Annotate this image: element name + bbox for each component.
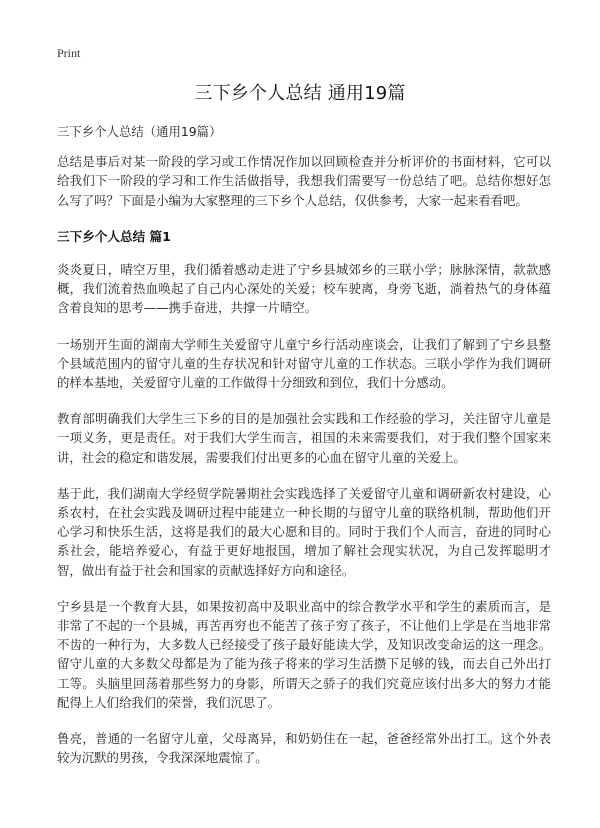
- body-paragraph: 基于此，我们湖南大学经贸学院暑期社会实践选择了关爱留守儿童和调研新农村建设，心系农村，在社会实践及调研过程中能建立一种长期的与留守儿童的联络机制，帮助他们开心学习和快乐生活，这将是我们的最大心愿和目的。同时于我们个人而言，奋进的同时心系社会，能培养爱心，有益于更好地报国，增加了解社会现实状况，为自己发挥聪明才智，做出有益于社会和国家的贡献选择好方向和途径。: [57, 485, 551, 578]
- page-title: 三下乡个人总结 通用19篇: [194, 83, 406, 104]
- body-paragraph: 宁乡县是一个教育大县，如果按初高中及职业高中的综合教学水平和学生的素质而言，是非常了不起的一个县城，再苦再穷也不能苦了孩子穷了孩子，不让他们上学是在当地非常不齿的一种行为，大多数人已经接受了孩子最好能读大学，及知识改变命运的这一理念。留守儿童的大多数父母都是为了能为孩子将来的学习生活攒下足够的钱，而去自己外出打工等。头脑里回荡着那些努力的身影，所谓天之骄子的我们究竟应该付出多大的努力才能配得上人们给我们的荣誉，我们沉思了。: [57, 598, 551, 710]
- body-paragraph: 一场别开生面的湖南大学师生关爱留守儿童宁乡行活动座谈会，让我们了解到了宁乡县整个县域范围内的留守儿童的生存状况和针对留守儿童的工作状态。三联小学作为我们调研的样本基地，关爱留守儿童的工作做得十分细致和到位，我们十分感动。: [57, 336, 551, 391]
- body-paragraph: 鲁亮，普通的一名留守儿童，父母离异，和奶奶住在一起，爸爸经常外出打工。这个外表较为沉默的男孩，令我深深地震惊了。: [57, 731, 551, 766]
- section-heading: 三下乡个人总结 篇1: [57, 228, 171, 244]
- print-link[interactable]: Print: [57, 46, 81, 60]
- body-paragraph: 教育部明确我们大学生三下乡的目的是加强社会实践和工作经验的学习，关注留守儿童是一项义务，更是责任。对于我们大学生而言，祖国的未来需要我们，对于我们整个国家来讲，社会的稳定和谐发展，需要我们付出更多的心血在留守儿童的关爱上。: [57, 411, 551, 465]
- intro-paragraph: 总结是事后对某一阶段的学习或工作情况作加以回顾检查并分析评价的书面材料，它可以给我们下一阶段的学习和工作生活做指导，我想我们需要写一份总结了吧。总结你想好怎么写了吗？下面是小编为大家整理的三下乡个人总结，仅供参考，大家一起来看看吧。: [57, 154, 551, 208]
- article-body: [57, 122, 551, 767]
- body-paragraph: 炎炎夏日，晴空万里，我们循着感动走进了宁乡县城郊乡的三联小学；脉脉深情，款款感概，我们流着热血唤起了自己内心深处的关爱；校车驶离，身旁飞逝，淌着热气的身体蕴含着良知的思考——携手奋进，共撑一片晴空。: [57, 262, 551, 316]
- article-subtitle: 三下乡个人总结（通用19篇）: [57, 124, 222, 139]
